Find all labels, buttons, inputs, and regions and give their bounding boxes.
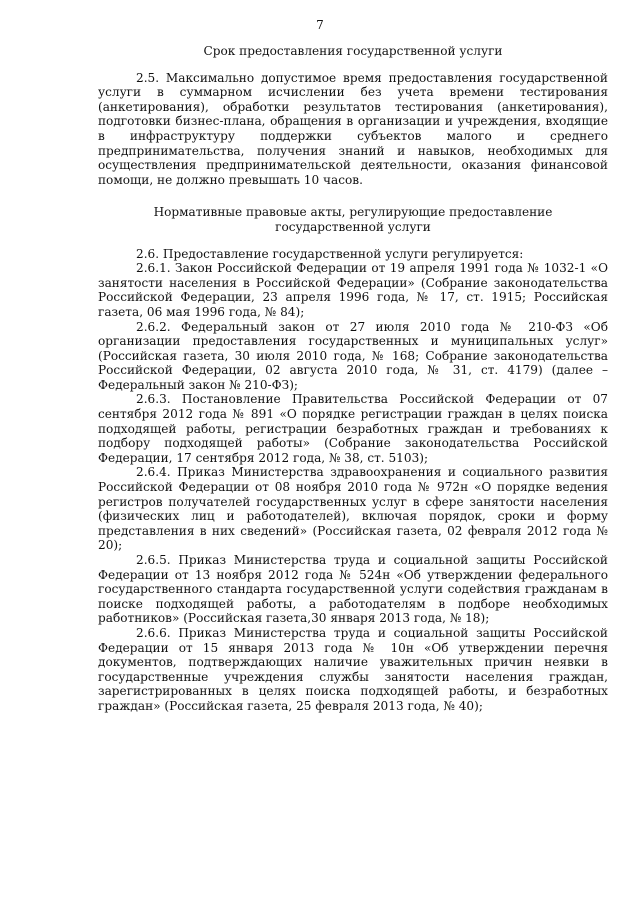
page-number: 7 <box>316 18 324 32</box>
section-heading-term: Срок предоставления государственной услуги <box>203 44 503 58</box>
paragraph-2-5: 2.5. Максимально допустимое время предоставления государственной услуги в суммарном исчислении без учета времени тестирования (анкетирования), обработки результатов тестирования (анкетирования), подготовки бизнес-плана, обращения в организации и учреждения, входящие в инфраструктуру поддержки субъектов малого и среднего предпринимательства, получения знаний и навыков, необходимых для осуществления предпринимательской деятельности, оказания финансовой помощи, не должно превышать 10 часов. <box>98 70 608 187</box>
legal-act-item: 2.6.4. Приказ Министерства здравоохранения и социального развития Российской Федерации от 08 ноября 2010 года № 972н «О порядке ведения регистров получателей государственных услуг в сфере занятости населения (физических лиц и работодателей), включая порядок, сроки и форму представления в них сведений» (Российская газета, 02 февраля 2012 года № 20); <box>98 465 608 553</box>
legal-act-item: 2.6.2. Федеральный закон от 27 июля 2010 года № 210-ФЗ «Об организации предоставления государственных и муниципальных услуг» (Российская газета, 30 июля 2010 года, № 168; Собрание законодательства Российской Федерации, 02 августа 2010 года, № 31, ст. 4179) (далее – Федеральный закон № 210-ФЗ); <box>98 319 608 392</box>
legal-act-item: 2.6.6. Приказ Министерства труда и социальной защиты Российской Федерации от 15 января 2013 года № 10н «Об утверждении перечня документов, подтверждающих наличие уважительных причин неявки в государственные учреждения службы занятости населения граждан, зарегистрированных в целях поиска подходящей работы, и безработных граждан» (Российская газета, 25 февраля 2013 года, № 40); <box>98 625 608 713</box>
section-heading-legal-acts: Нормативные правовые акты, регулирующие предоставление государственной услуги <box>153 205 553 234</box>
legal-act-item: 2.6.1. Закон Российской Федерации от 19 апреля 1991 года № 1032-1 «О занятости населения в Российской Федерации» (Собрание законодательства Российской Федерации, 23 апреля 1996 года, № 17, ст. 1915; Российская газета, 06 мая 1996 года, № 84); <box>98 261 608 319</box>
legal-act-item: 2.6.3. Постановление Правительства Российской Федерации от 07 сентября 2012 года № 891 «О порядке регистрации граждан в целях поиска подходящей работы, регистрации безработных граждан и требованиях к подбору подходящей работы» (Собрание законодательства Российской Федерации, 17 сентября 2012 года, № 38, ст. 5103); <box>98 392 608 465</box>
document-body <box>98 44 608 714</box>
paragraph-2-6-intro: 2.6. Предоставление государственной услуги регулируется: <box>136 246 524 261</box>
legal-act-item: 2.6.5. Приказ Министерства труда и социальной защиты Российской Федерации от 13 ноября 2012 года № 524н «Об утверждении федерального государственного стандарта государственной услуги содействия гражданам в поиске подходящей работы, а работодателям в подборе необходимых работников» (Российская газета,30 января 2013 года, № 18); <box>98 553 608 626</box>
